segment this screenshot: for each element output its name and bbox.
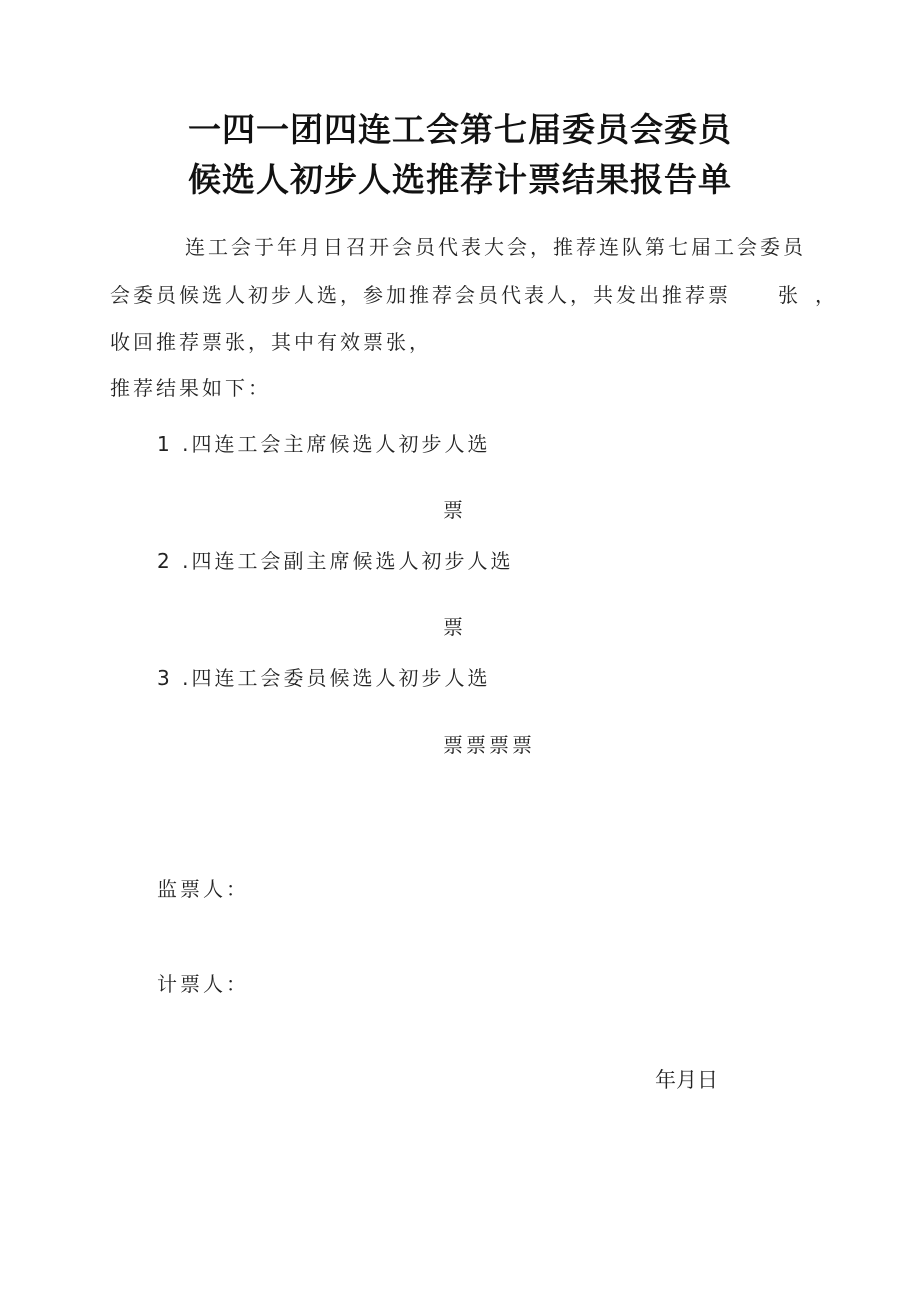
counter-signature-label: 计票人： bbox=[157, 972, 249, 996]
report-date: 年月日 bbox=[655, 1068, 718, 1092]
result-item-committee-member: 3 .四连工会委员候选人初步人选 bbox=[157, 666, 491, 690]
result-item-chairman-ticket: 票 bbox=[443, 498, 466, 522]
paragraph-line-4: 推荐结果如下： bbox=[110, 376, 271, 400]
supervisor-signature-label: 监票人： bbox=[157, 877, 249, 901]
document-title-line-1: 一四一团四连工会第七届委员会委员 bbox=[188, 110, 732, 149]
result-item-vice-chairman: 2 .四连工会副主席候选人初步人选 bbox=[157, 549, 514, 573]
result-item-chairman: 1 .四连工会主席候选人初步人选 bbox=[157, 432, 491, 456]
paragraph-line-2-zhang: 张 bbox=[778, 283, 801, 307]
paragraph-line-3: 收回推荐票张，其中有效票张， bbox=[110, 330, 432, 354]
result-item-vice-chairman-ticket: 票 bbox=[443, 615, 466, 639]
paragraph-line-2: 会委员候选人初步人选，参加推荐会员代表人，共发出推荐票 bbox=[110, 283, 731, 307]
document-title-line-2: 候选人初步人选推荐计票结果报告单 bbox=[188, 160, 732, 199]
paragraph-line-2-comma: ， bbox=[815, 283, 838, 307]
paragraph-line-1: 连工会于年月日召开会员代表大会，推荐连队第七届工会委员 bbox=[185, 235, 806, 259]
result-item-committee-member-ticket: 票票票票 bbox=[443, 733, 535, 757]
